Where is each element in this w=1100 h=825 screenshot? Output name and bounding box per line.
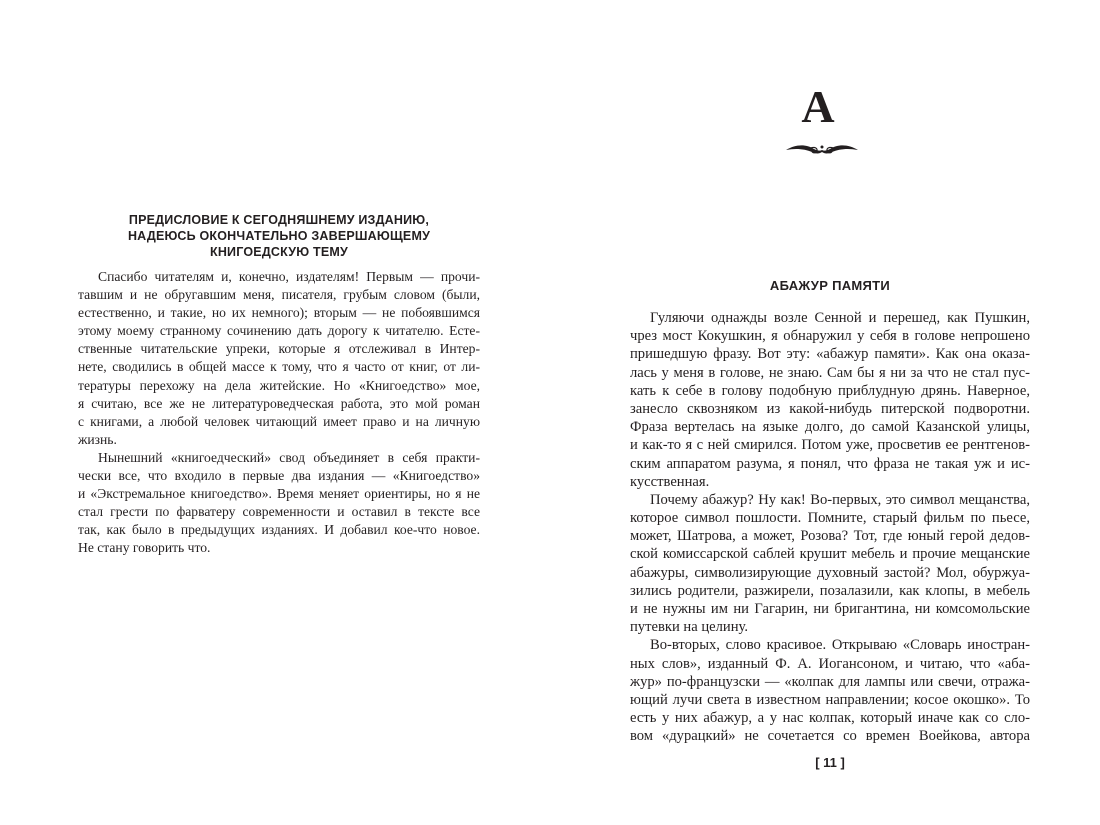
text-line: тавшим и не обругавшим меня, писателя, грубым словом (были, [78, 287, 480, 303]
text-line: и не нужны им ни Гагарин, ни бригантина, ни комсомольские [630, 601, 1030, 617]
text-line: и «Экстремальное книгоедство». Время меняет ориентиры, но я не [78, 486, 480, 502]
text-line: может, Шатрова, а может, Розова? Тот, где юный герой дедов- [630, 528, 1030, 545]
text-line: вом «дурацкий» не сочетается со времен Воейкова, автора [630, 728, 1030, 745]
page-number: [ 11 ] [815, 755, 845, 770]
right-page [620, 0, 1030, 825]
text-line: Не стану говорить что. [78, 540, 211, 556]
scroll-ornament-icon [784, 140, 860, 160]
text-line: Гуляючи однажды возле Сенной и перешед, как Пушкин, [650, 310, 1030, 326]
text-line: кусственная. [630, 473, 710, 490]
text-line: лась у меня в голове, не знаю. Сам бы я ни за что не стал пус- [630, 364, 1030, 381]
text-line: я считаю, все же не литературоведческая работа, это мой роман [78, 395, 480, 411]
text-line: нете, сводились в общей массе к тому, что я часто от книг, от ли- [78, 359, 480, 375]
text-line: ных слов», изданный Ф. А. Иогансоном, и читаю, что «аба- [630, 655, 1030, 672]
text-line: с книгами, а любой человек читающий имеет право и на личную [78, 413, 480, 429]
chapter-text [630, 309, 1030, 746]
text-line: Во-вторых, слово красивое. Открываю «Словарь иностран- [650, 637, 1030, 654]
text-line: зились родители, разжирели, позалазили, как клопы, в мебель [630, 582, 1030, 599]
text-line: жур» по-французски — «колпак для лампы или свечи, отража- [630, 673, 1030, 690]
text-line: тературы перехожу на дела житейские. Но «Книгоедство» мое, [78, 377, 480, 393]
text-line: которое символ пошлости. Помните, старый фильм по пьесе, [630, 510, 1030, 527]
text-line: кать к себе в голову подобную приблудную дрянь. Наверное, [630, 382, 1030, 399]
text-line: стал грести по фарватеру современности и оставил в тексте все [78, 504, 480, 520]
text-line: и как-то я с ней смирился. Потом уже, просветив ее рентгенов- [630, 437, 1030, 454]
text-line: ской комиссарской саблей крушит мебель и прочие мещанские [630, 546, 1030, 563]
text-line: Почему абажур? Ну как! Во-первых, это символ мещанства, [650, 491, 1030, 508]
text-line: ющий лучи света в известном направлении; косое окошко». То [630, 691, 1030, 708]
text-line: чрез мост Кокушкин, я обнаружил у себя в голове непрошено [630, 328, 1030, 345]
text-line: ственные читательские упреки, которые я отслеживал в Интер- [78, 341, 480, 357]
text-line: пришедшую фразу. Вот эту: «абажур памяти». Как она оказа- [630, 346, 1030, 363]
text-line: есть у них абажур, а у нас колпак, который иначе как со сло- [630, 710, 1030, 727]
heading-line: НАДЕЮСЬ ОКОНЧАТЕЛЬНО ЗАВЕРШАЮЩЕМУ [127, 229, 431, 243]
text-line: Спасибо читателям и, конечно, издателям! Первым — прочи- [98, 269, 480, 284]
heading-line: ПРЕДИСЛОВИЕ К СЕГОДНЯШНЕМУ ИЗДАНИЮ, [128, 213, 430, 227]
left-page [78, 0, 480, 825]
chapter-title: АБАЖУР ПАМЯТИ [769, 278, 891, 293]
text-line: так, как было в предыдущих изданиях. И добавил кое-что новое. [78, 522, 480, 538]
text-line: этому моему странному сочинению дать дорогу к читателю. Есте- [78, 323, 480, 339]
text-line: жизнь. [78, 431, 117, 447]
section-letter: А [801, 81, 835, 132]
heading-line: КНИГОЕДСКУЮ ТЕМУ [210, 245, 348, 259]
text-line: ским аппаратом разума, я понял, что фраза не такая уж и ис- [630, 455, 1030, 472]
text-line: занесло сквозняком из какой-нибудь питерской подворотни. [630, 400, 1030, 417]
text-line: путевки на целину. [630, 619, 749, 636]
text-line: естественно, и такие, но их немного); вторым — не побоявшимся [78, 305, 480, 321]
preface-text [78, 268, 480, 558]
text-line: абажуры, символизирующие духовный застой? Мол, обуржуа- [630, 564, 1030, 581]
text-line: Фраза вертелась на языке долго, до самой Казанской улицы, [630, 419, 1030, 436]
preface-heading [78, 212, 480, 260]
text-line: чески все, что входило в первые два издания — «Книгоедство» [78, 468, 480, 484]
text-line: Нынешний «книгоедческий» свод объединяет в себя практи- [98, 449, 480, 465]
